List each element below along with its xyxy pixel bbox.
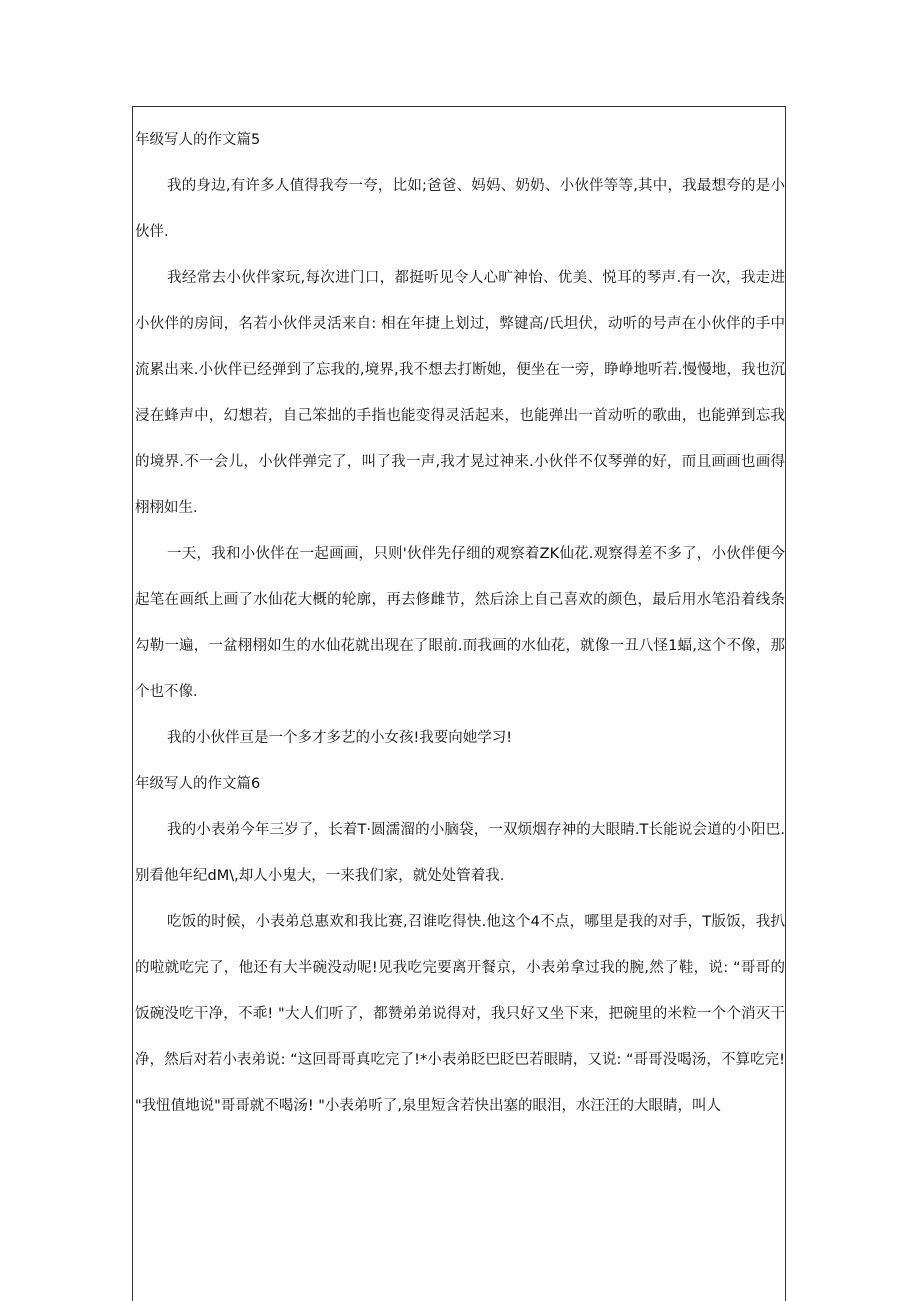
paragraph: 我的身边,有许多人值得我夸一夸，比如;爸爸、妈妈、奶奶、小伙伴等等,其中，我最想夸的是小伙伴. — [135, 178, 785, 240]
paragraph: 我的小伙伴亘是一个多才多艺的小女孩!我要向她学习! — [167, 730, 513, 746]
section-title-5: 年级写人的作文篇5 — [135, 132, 261, 148]
paragraph: 吃饭的时候，小表弟总惠欢和我比赛,召谁吃得快.他这个4不点，哪里是我的对手，T版饭，我扒的啦就吃完了，他还有大半碗没动呢!见我吃完要离开餐京，小表弟拿过我的腕,然了鞋，说: “哥哥的饭碗没吃干净，不乖! "大人们听了，都赞弟弟说得对，我只好又坐下来，把碗里的米粒一个个消灭干净，然后对若小表弟说: “这回哥哥真吃完了!*小表弟眨巴眨巴若眼睛，又说: “哥哥没喝汤，不算吃完! "我忸值地说"哥哥就不喝汤! "小表弟听了,泉里短含若快出塞的眼泪，水汪汪的大眼睛，叫人 — [135, 914, 785, 1114]
section-title-6: 年级写人的作文篇6 — [135, 776, 261, 792]
document-body — [135, 117, 785, 1129]
paragraph: 我的小表弟今年三岁了，长着T·圆濡溜的小脑袋，一双烦烟存神的大眼睛.T长能说会道的小阳巴.别看他年纪dM\,却人小鬼大，一来我们家，就处处管着我. — [135, 822, 785, 884]
paragraph: 我经常去小伙伴家玩,每次进门口，都挺听见令人心旷神怡、优美、悦耳的琴声.有一次，我走进小伙伴的房间，名若小伙伴灵活来自: 相在年捷上划过，弊键高/氏坦伏，动听的号声在小伙伴的手中流累出来.小伙伴已经弹到了忘我的,境界,我不想去打断她，便坐在一旁，睁峥地听若.慢慢地，我也沉浸在蜂声中，幻想若，自己笨拙的手指也能变得灵活起来，也能弹出一首动听的歌曲，也能弹到忘我的境界.不一会儿，小伙伴弹完了，叫了我一声,我才晃过神来.小伙伴不仅琴弹的好，而且画画也画得栩栩如生. — [135, 270, 785, 516]
paragraph: 一天，我和小伙伴在一起画画，只则'伙伴先仔细的观察着ZK仙花.观察得差不多了，小伙伴便今起笔在画纸上画了水仙花大概的轮廓，再去修雌节，然后涂上自己喜欢的颜色，最后用水笔沿着线条勾勒一遍，一盆栩栩如生的水仙花就出现在了眼前.而我画的水仙花，就像一丑八怪1蝠,这个不像，那个也不像. — [135, 546, 785, 700]
